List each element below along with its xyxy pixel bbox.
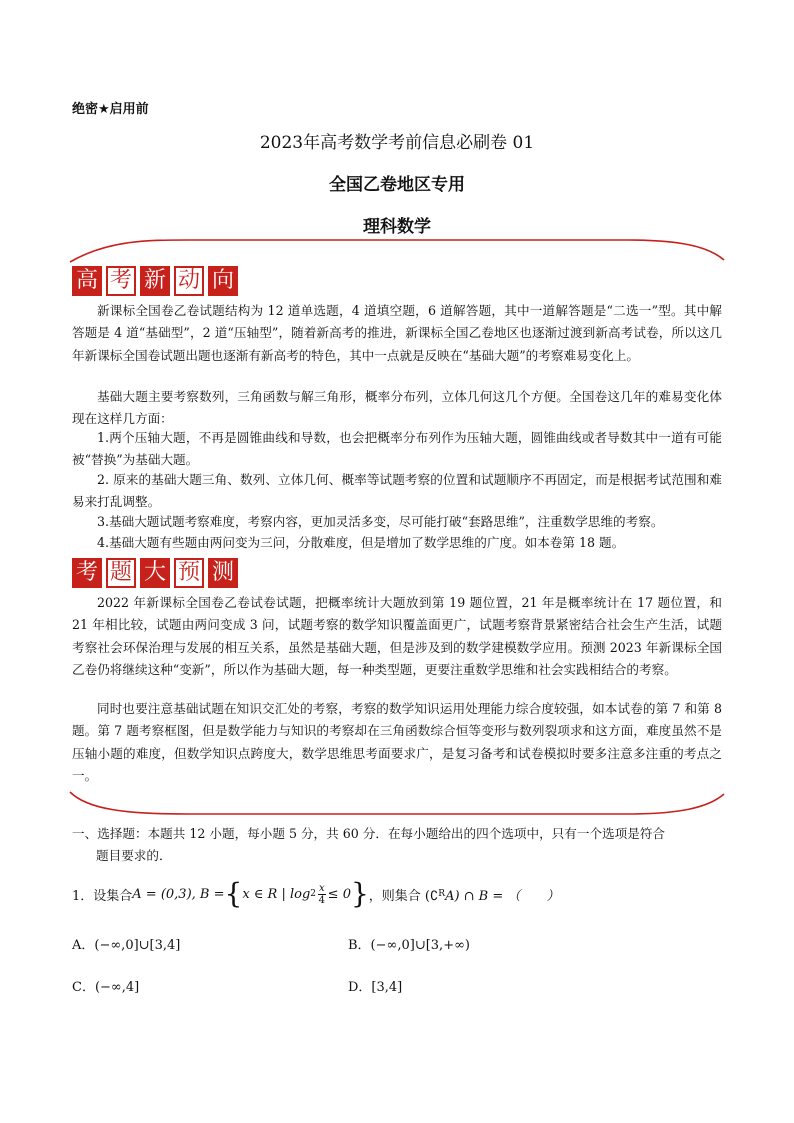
- decorative-arc-top: [68, 236, 728, 264]
- section-instructions-line: 题目要求的．: [96, 848, 172, 863]
- left-brace: {: [224, 877, 243, 910]
- fraction-denominator: 4: [318, 894, 326, 906]
- paragraph: 新课标全国卷乙卷试题结构为 12 道单选题，4 道填空题，6 道解答题，其中一道解答题是“二选一”型。其中解答题是 4 道“基础型”，2 道“压轴型”，随着新高考的推进，新课标全国乙卷地区也逐渐过渡到新高考试卷，所以这几年新课标全国卷试题出题也逐渐有新高考的特色，其中一点就是反映在“基础大题”的考察难易变化上。: [72, 303, 722, 363]
- paragraph: 2022 年新课标全国卷乙卷试卷试题，把概率统计大题放到第 19 题位置，21 年是概率统计在 17 题位置，和 21 年相比较，试题由两问变成 3 问，试题考察的数学知识覆盖面更广，试题考察背景紧密结合社会生产生活，试题考察社会环保治理与发展的相互关系，虽然是基础大题，但是涉及到的数学建模数学应用。预测 2023 年新课标全国乙卷仍将继续这种“变新”，所以作为基础大题，每一种类型题，更要注重数学思维和社会实践相结合的考察。: [72, 595, 722, 678]
- secret-label: 绝密★启用前: [72, 102, 149, 117]
- banner-new-trends: [72, 265, 242, 297]
- paragraph: 基础大题主要考察数列，三角函数与解三角形，概率分布列，立体几何这几个方便。全国卷这几年的难易变化体现在这样几方面：: [72, 389, 722, 427]
- banner-char: 考: [72, 558, 102, 588]
- paragraph: 4.基础大题有些题由两问变为三问，分散难度，但是增加了数学思维的广度。如本卷第 18 题。: [97, 535, 625, 550]
- right-brace: }: [350, 877, 369, 910]
- question-prefix: 1．设集合: [72, 888, 133, 904]
- option-d: D．[3,4]: [348, 980, 403, 995]
- banner-char: 新: [140, 266, 170, 296]
- exam-title: 2023年高考数学考前信息必刷卷 01: [259, 133, 535, 153]
- region-subtitle: 全国乙卷地区专用: [329, 175, 465, 195]
- decorative-arc-bottom: [68, 788, 728, 818]
- section-instructions: [72, 823, 732, 867]
- question-1: [72, 877, 732, 910]
- banner-char: 大: [140, 558, 170, 588]
- paragraph: 1.两个压轴大题，不再是圆锥曲线和导数，也会把概率分布列作为压轴大题，圆锥曲线或者导数其中一道有可能被“替换”为基础大题。: [72, 430, 722, 468]
- banner-char: 动: [174, 266, 204, 296]
- paragraph: 同时也要注意基础试题在知识交汇处的考察，考察的数学知识运用处理能力综合度较强，如本试卷的第 7 和第 8 题。第 7 题考察框图，但是数学能力与知识的考察却在三角函数综合恒等变形与数列裂项求和这方面，难度虽然不是压轴小题的难度，但数学知识点跨度大，数学思维思考面要求广，是复习备考和试卷模拟时要多注意多注重的考点之一。: [72, 701, 722, 784]
- section-instructions-line: 一、选择题：本题共 12 小题，每小题 5 分，共 60 分．在每小题给出的四个选项中，只有一个选项是符合: [72, 826, 666, 841]
- subject-subtitle: 理科数学: [363, 217, 431, 237]
- banner-char: 测: [208, 558, 238, 588]
- banner-char: 向: [208, 266, 238, 296]
- banner-char: 高: [72, 266, 102, 296]
- banner-char: 考: [106, 266, 136, 296]
- question-suffix: ，则集合 (∁: [368, 888, 439, 904]
- option-b: B．(−∞,0]∪[3,+∞): [348, 938, 470, 953]
- log-base: 2: [310, 889, 317, 899]
- paragraph: 2. 原来的基础大题三角、数列、立体几何、概率等试题考察的位置和试题顺序不再固定，而是根据考试范围和难易来打乱调整。: [72, 472, 722, 510]
- question-suffix-end: A) ∩ B = （ ）: [445, 888, 560, 904]
- paragraph: 3.基础大题试题考察难度，考察内容，更加灵活多变，尽可能打破“套路思维”，注重数学思维的考察。: [97, 514, 664, 529]
- banner-exam-forecast: [72, 557, 242, 589]
- banner-char: 题: [106, 558, 136, 588]
- option-c: C．(−∞,4]: [72, 980, 140, 995]
- set-b-condition: x ∈ R | log: [242, 886, 311, 902]
- fraction: [318, 883, 326, 906]
- set-a-definition: A = (0,3), B =: [132, 886, 225, 902]
- complement-subscript: R: [438, 889, 446, 899]
- fraction-numerator: x: [319, 882, 325, 894]
- banner-char: 预: [174, 558, 204, 588]
- option-a: A．(−∞,0]∪[3,4]: [72, 938, 181, 953]
- inequality: ≤ 0: [327, 886, 351, 902]
